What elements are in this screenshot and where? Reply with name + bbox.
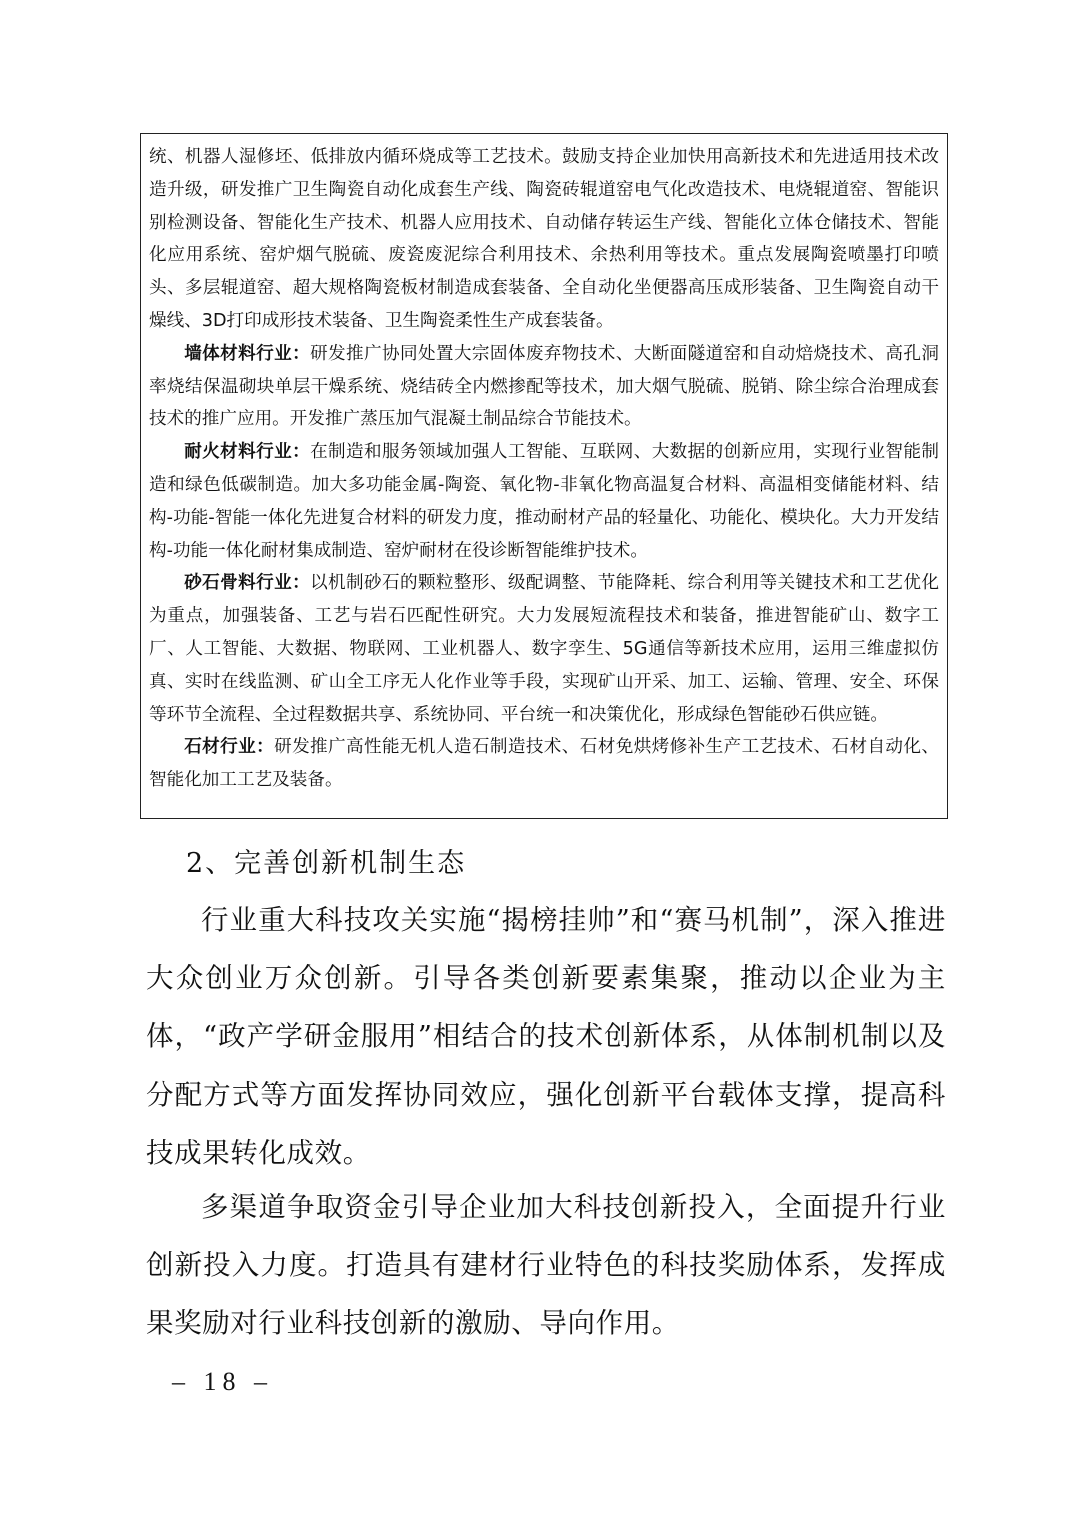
boxed-text-panel <box>140 133 948 819</box>
box-section-text: 以机制砂石的颗粒整形、级配调整、节能降耗、综合利用等关键技术和工艺优化为重点，加强装备、工艺与岩石匹配性研究。大力发展短流程技术和装备，推进智能矿山、数字工厂、人工智能、大数据、物联网、工业机器人、数字孪生、5G通信等新技术应用，运用三维虚拟仿真、实时在线监测、矿山全工序无人化作业等手段，实现矿山开采、加工、运输、管理、安全、环保等环节全流程、全过程数据共享、系统协同、平台统一和决策优化，形成绿色智能砂石供应链。 <box>149 573 939 725</box>
page-number: – 18 – <box>172 1367 273 1396</box>
body-paragraph-1-container <box>146 891 946 1182</box>
body-paragraph-2-container <box>146 1178 946 1353</box>
box-section-text: 在制造和服务领域加强人工智能、互联网、大数据的创新应用，实现行业智能制造和绿色低碳制造。加大多功能金属-陶瓷、氧化物-非氧化物高温复合材料、高温相变储能材料、结构-功能-智能一体化先进复合材料的研发力度，推动耐材产品的轻量化、功能化、模块化。大力开发结构-功能一体化耐材集成制造、窑炉耐材在役诊断智能维护技术。 <box>149 442 939 561</box>
box-section-title: 砂石骨料行业： <box>184 573 311 594</box>
box-section-refractory <box>149 436 939 567</box>
box-section-wall-materials <box>149 338 939 436</box>
box-section-title: 墙体材料行业： <box>184 343 311 364</box>
box-section-aggregates <box>149 567 939 731</box>
box-section-title: 石材行业： <box>184 737 275 758</box>
section-heading: 2、完善创新机制生态 <box>186 848 467 879</box>
box-section-text: 研发推广高性能无机人造石制造技术、石材免烘烤修补生产工艺技术、石材自动化、智能化加工工艺及装备。 <box>149 737 939 791</box>
box-section-text: 研发推广协同处置大宗固体废弃物技术、大断面隧道窑和自动焙烧技术、高孔洞率烧结保温砌块单层干燥系统、烧结砖全内燃掺配等技术，加大烟气脱硫、脱销、除尘综合治理成套技术的推广应用。开发推广蒸压加气混凝土制品综合节能技术。 <box>149 343 939 430</box>
box-section-stone <box>149 731 939 797</box>
box-section-title: 耐火材料行业： <box>184 442 311 463</box>
body-paragraph: 行业重大科技攻关实施“揭榜挂帅”和“赛马机制”，深入推进大众创业万众创新。引导各类创新要素集聚，推动以企业为主体，“政产学研金服用”相结合的技术创新体系，从体制机制以及分配方式等方面发挥协同效应，强化创新平台载体支撑，提高科技成果转化成效。 <box>146 904 946 1169</box>
box-intro-paragraph: 统、机器人湿修坯、低排放内循环烧成等工艺技术。鼓励支持企业加快用高新技术和先进适用技术改造升级，研发推广卫生陶瓷自动化成套生产线、陶瓷砖辊道窑电气化改造技术、电烧辊道窑、智能识别检测设备、智能化生产技术、机器人应用技术、自动储存转运生产线、智能化立体仓储技术、智能化应用系统、窑炉烟气脱硫、废瓷废泥综合利用技术、余热利用等技术。重点发展陶瓷喷墨打印喷头、多层辊道窑、超大规格陶瓷板材制造成套装备、全自动化坐便器高压成形装备、卫生陶瓷自动干燥线、3D打印成形技术装备、卫生陶瓷柔性生产成套装备。 <box>149 147 939 331</box>
body-paragraph: 多渠道争取资金引导企业加大科技创新投入，全面提升行业创新投入力度。打造具有建材行业特色的科技奖励体系，发挥成果奖励对行业科技创新的激励、导向作用。 <box>146 1191 946 1340</box>
